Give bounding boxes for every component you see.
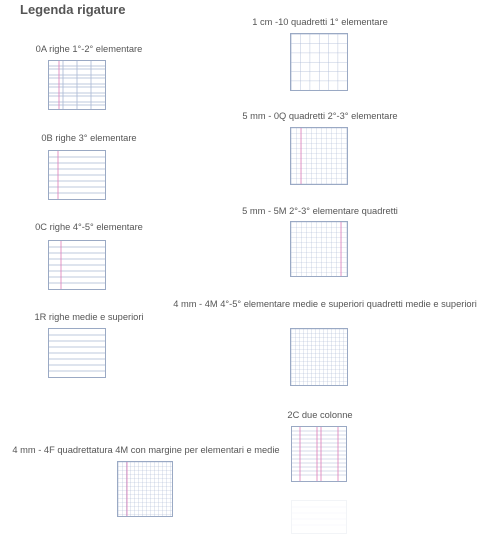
swatch-1r <box>48 328 106 378</box>
legend-label-5m: 5 mm - 5M 2°-3° elementare quadretti <box>242 206 398 216</box>
swatch-0b <box>48 150 106 200</box>
legend-label-4f: 4 mm - 4F quadrettatura 4M con margine per elementari e medie <box>12 445 280 455</box>
swatch-4m <box>290 328 348 386</box>
legend-label-1cm: 1 cm -10 quadretti 1° elementare <box>252 17 388 27</box>
ruling-pattern-0b <box>49 151 105 199</box>
legend-label-0b: 0B righe 3° elementare <box>41 133 137 143</box>
legend-label-4m: 4 mm - 4M 4°-5° elementare medie e superiori quadretti medie e superiori <box>173 299 477 309</box>
ruling-pattern-faded <box>292 501 346 533</box>
ruling-pattern-5m <box>291 222 347 276</box>
legend-label-0c: 0C righe 4°-5° elementare <box>35 222 143 232</box>
swatch-0q <box>290 127 348 185</box>
ruling-pattern-0c <box>49 241 105 289</box>
swatch-4f <box>117 461 173 517</box>
ruling-pattern-1cm <box>291 34 347 90</box>
ruling-pattern-0a <box>49 61 105 109</box>
swatch-1cm <box>290 33 348 91</box>
swatch-2c <box>291 426 347 482</box>
ruling-pattern-2c <box>292 427 346 481</box>
ruling-pattern-1r <box>49 329 105 377</box>
legend-label-0a: 0A righe 1°-2° elementare <box>35 44 143 54</box>
legend-label-2c: 2C due colonne <box>287 410 353 420</box>
ruling-pattern-4m <box>291 329 347 385</box>
swatch-faded <box>291 500 347 534</box>
legend-label-0q: 5 mm - 0Q quadretti 2°-3° elementare <box>242 111 398 121</box>
swatch-5m <box>290 221 348 277</box>
swatch-0c <box>48 240 106 290</box>
legend-title: Legenda rigature <box>20 2 126 17</box>
ruling-pattern-4f <box>118 462 172 516</box>
legend-label-1r: 1R righe medie e superiori <box>34 312 144 322</box>
swatch-0a <box>48 60 106 110</box>
ruling-pattern-0q <box>291 128 347 184</box>
